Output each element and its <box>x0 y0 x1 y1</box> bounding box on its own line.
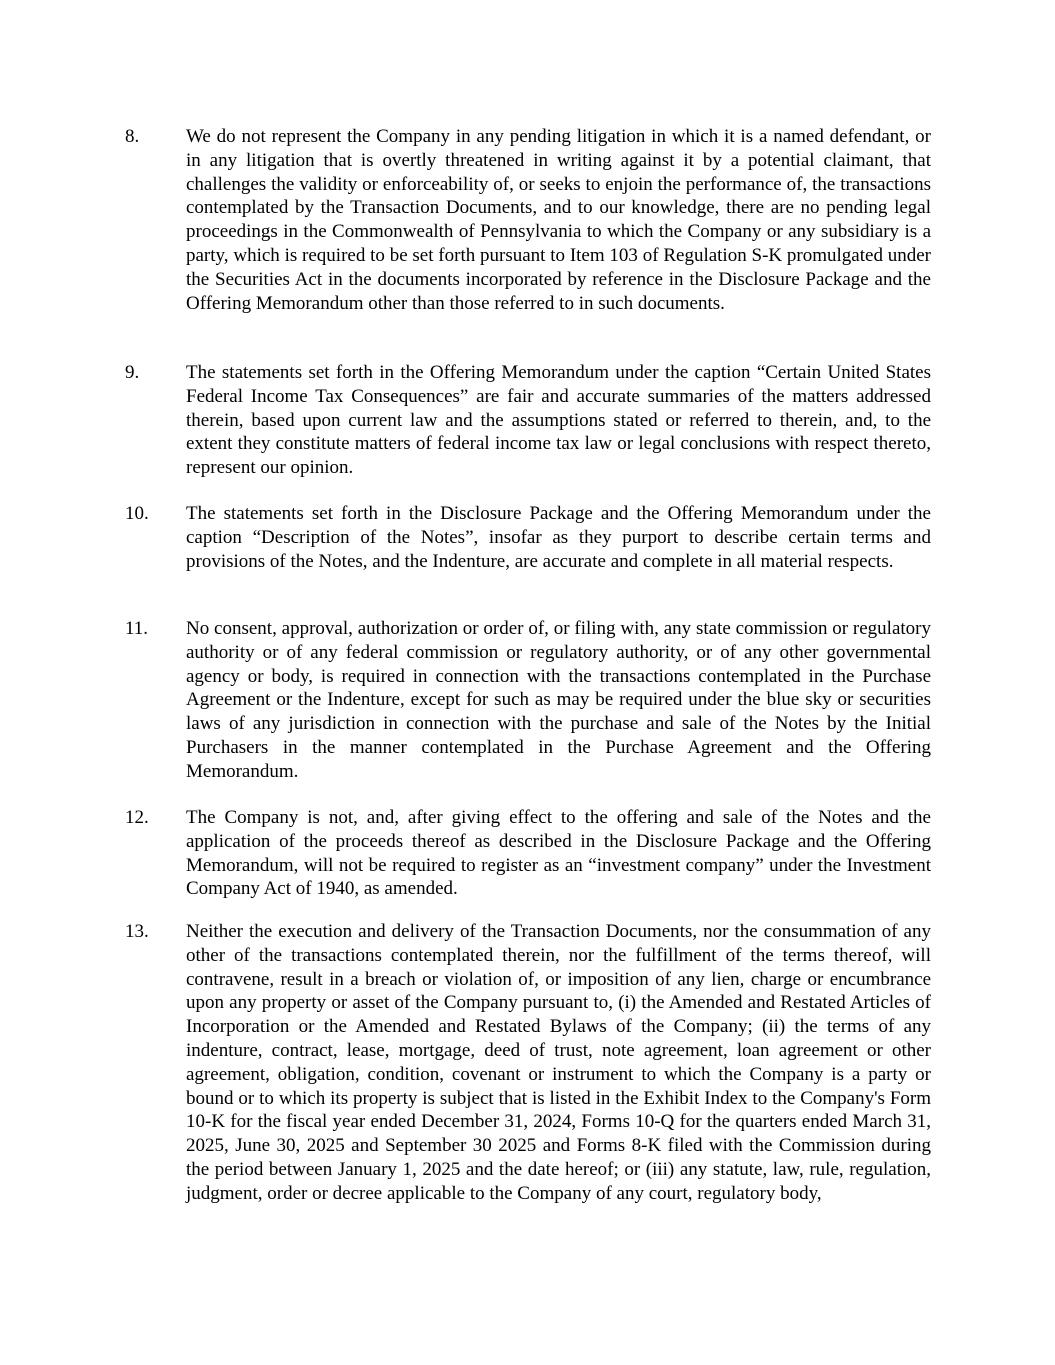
paragraph-text: Neither the execution and delivery of the Transaction Documents, nor the consummation of any other of the transactions contemplated therein, nor the fulfillment of the terms thereof, will contravene, result in a breach or violation of, or imposition of any lien, charge or encumbrance upon any property or asset of the Company pursuant to, (i) the Amended and Restated Articles of Incorporation or the Amended and Restated Bylaws of the Company; (ii) the terms of any indenture, contract, lease, mortgage, deed of trust, note agreement, loan agreement or other agreement, obligation, condition, covenant or instrument to which the Company is a party or bound or to which its property is subject that is listed in the Exhibit Index to the Company's Form 10-K for the fiscal year ended December 31, 2024, Forms 10-Q for the quarters ended March 31, 2025, June 30, 2025 and September 30 2025 and Forms 8-K filed with the Commission during the period between January 1, 2025 and the date hereof; or (iii) any statute, law, rule, regulation, judgment, order or decree applicable to the Company of any court, regulatory body, <box>186 921 931 1204</box>
paragraph-8 <box>125 125 931 315</box>
paragraph-10 <box>125 502 931 573</box>
paragraph-text: No consent, approval, authorization or order of, or filing with, any state commission or regulatory authority or of any federal commission or regulatory authority, or of any other governmental agency or body, is required in connection with the transactions contemplated in the Purchase Agreement or the Indenture, except for such as may be required under the blue sky or securities laws of any jurisdiction in connection with the purchase and sale of the Notes by the Initial Purchasers in the manner contemplated in the Purchase Agreement and the Offering Memorandum. <box>186 618 931 782</box>
paragraph-text: The statements set forth in the Offering Memorandum under the caption “Certain United States Federal Income Tax Consequences” are fair and accurate summaries of the matters addressed therein, based upon current law and the assumptions stated or referred to therein, and, to the extent they constitute matters of federal income tax law or legal conclusions with respect thereto, represent our opinion. <box>186 362 931 479</box>
paragraph-number: 9. <box>125 362 140 383</box>
paragraph-number: 8. <box>125 126 140 147</box>
paragraph-text: The statements set forth in the Disclosure Package and the Offering Memorandum under the caption “Description of the Notes”, insofar as they purport to describe certain terms and provisions of the Notes, and the Indenture, are accurate and complete in all material respects. <box>186 503 931 572</box>
paragraph-13 <box>125 920 931 1206</box>
paragraph-9 <box>125 361 931 480</box>
paragraph-number: 11. <box>125 618 149 639</box>
paragraph-number: 13. <box>125 921 149 942</box>
paragraph-text: We do not represent the Company in any pending litigation in which it is a named defendant, or in any litigation that is overtly threatened in writing against it by a potential claimant, that challenges the validity or enforceability of, or seeks to enjoin the performance of, the transactions contemplated by the Transaction Documents, and to our knowledge, there are no pending legal proceedings in the Commonwealth of Pennsylvania to which the Company or any subsidiary is a party, which is required to be set forth pursuant to Item 103 of Regulation S-K promulgated under the Securities Act in the documents incorporated by reference in the Disclosure Package and the Offering Memorandum other than those referred to in such documents. <box>186 126 931 314</box>
paragraph-number: 10. <box>125 503 149 524</box>
paragraph-number: 12. <box>125 807 149 828</box>
paragraph-11 <box>125 617 931 784</box>
paragraph-text: The Company is not, and, after giving effect to the offering and sale of the Notes and the application of the proceeds thereof as described in the Disclosure Package and the Offering Memorandum, will not be required to register as an “investment company” under the Investment Company Act of 1940, as amended. <box>186 807 931 900</box>
paragraph-12 <box>125 806 931 901</box>
